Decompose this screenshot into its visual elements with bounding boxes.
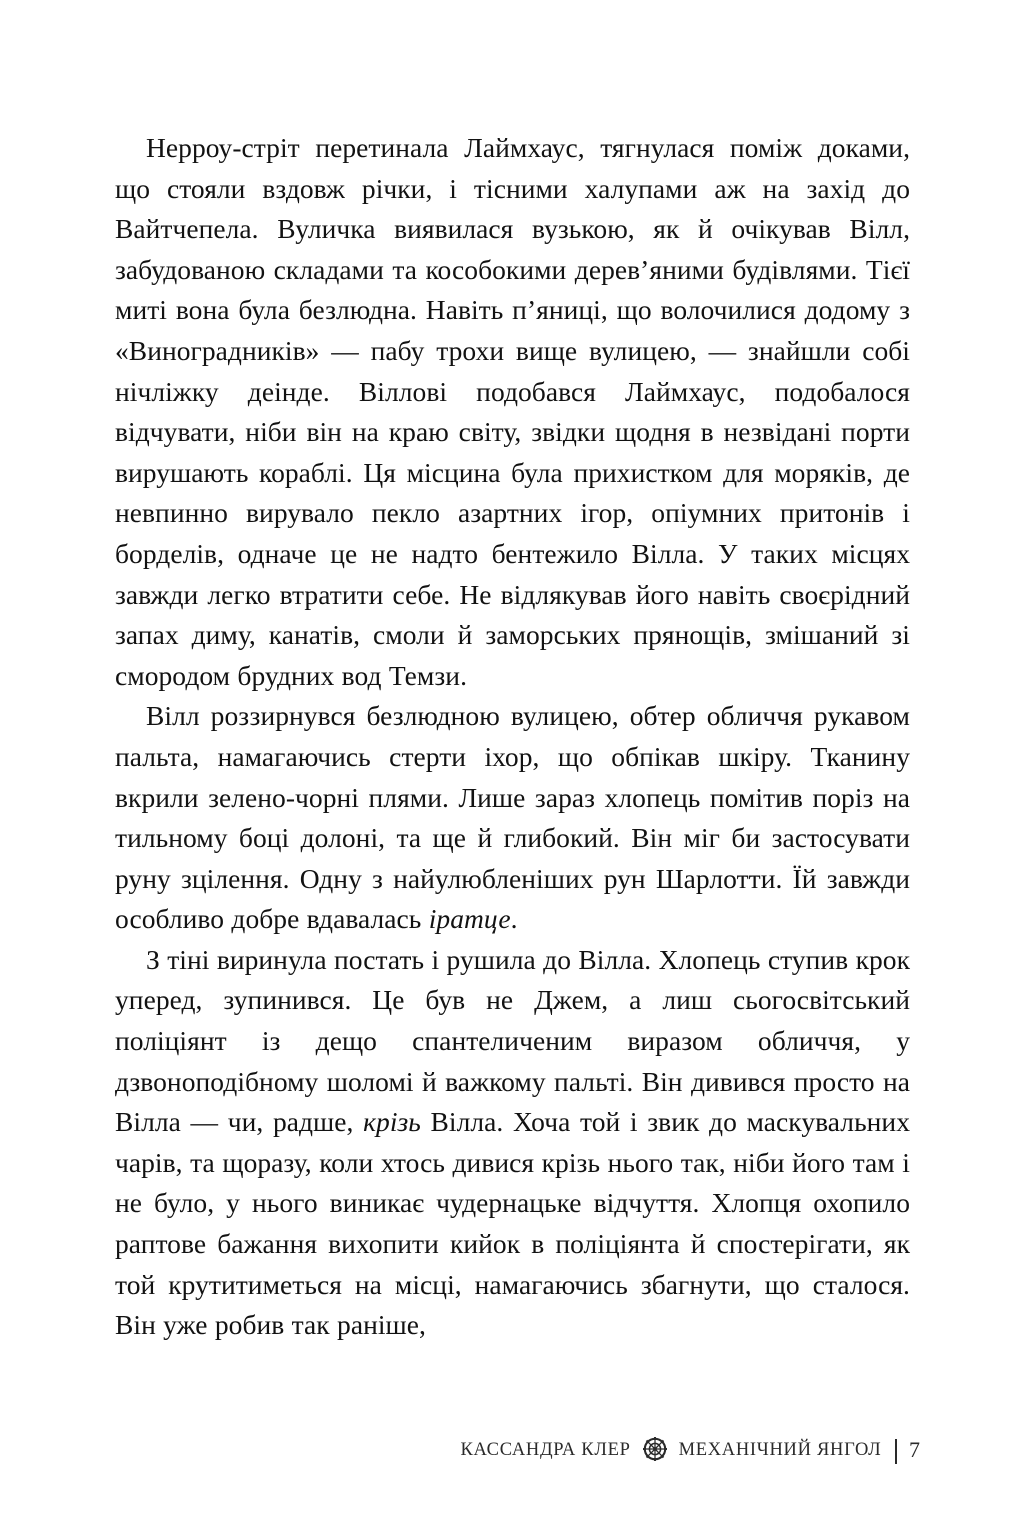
paragraph-1: Нерроу-стріт перетинала Лаймхаус, тягнулася поміж доками, що стояли вздовж річки, і тісними халупами аж на захід до Вайтчепела. Вуличка виявилася вузькою, як й очікував Вілл, забудованою складами та кособокими дерев’яними будівлями. Тієї миті вона була безлюдна. Навіть п’яниці, що волочилися додому з «Виноградників» — пабу трохи вище вулицею, — знайшли собі нічліжку деінде. Віллові подобався Лаймхаус, подобалося відчувати, ніби він на краю світу, звідки щодня в незвідані порти вирушають кораблі. Ця місцина була прихистком для моряків, де невпинно вирувало пекло азартних ігор, опіумних притонів і борделів, одначе це не надто бентежило Вілла. У таких місцях завжди легко втратити себе. Не відлякував його навіть своєрідний запах диму, канатів, смоли й заморських прянощів, змішаний зі смородом брудних вод Темзи.: [115, 132, 910, 691]
gear-ornament-icon: [642, 1436, 668, 1462]
running-footer: [115, 1437, 920, 1463]
page-text-block: [115, 128, 910, 1346]
paragraph-3: З тіні виринула постать і рушила до Вілла. Хлопець ступив крок уперед, зупинився. Це був не Джем, а лиш сьогосвітський поліціянт із дещо спантеличеним виразом обличчя, у дзвоноподібному шоломі й важкому пальті. Він дивився просто на Вілла — чи, радше, крізь Вілла. Хоча той і звик до маскувальних чарів, та щоразу, коли хтось дивися крізь нього так, ніби його там і не було, у нього виникає чудернацьке відчуття. Хлопця охопило раптове бажання вихопити кийок в поліціянта й спостерігати, як той крутитиметься на місці, намагаючись збагнути, що сталося. Він уже робив так раніше,: [115, 943, 910, 1341]
footer-book-title: МЕХАНІЧНИЙ ЯНГОЛ: [678, 1440, 882, 1460]
footer-separator-rule: [895, 1439, 897, 1464]
paragraph-2: Вілл роззирнувся безлюдною вулицею, обтер обличчя рукавом пальта, намагаючись стерти іхор, що обпікав шкіру. Тканину вкрили зелено-чорні плями. Лише зараз хлопець помітив поріз на тильному боці долоні, та ще й глибокий. Він міг би застосувати руну зцілення. Одну з найулюбленіших рун Шарлотти. Їй завжди особливо добре вдавалась іратце.: [115, 700, 910, 935]
footer-author: КАССАНДРА КЛЕР: [460, 1440, 631, 1460]
page-number: 7: [909, 1437, 920, 1462]
